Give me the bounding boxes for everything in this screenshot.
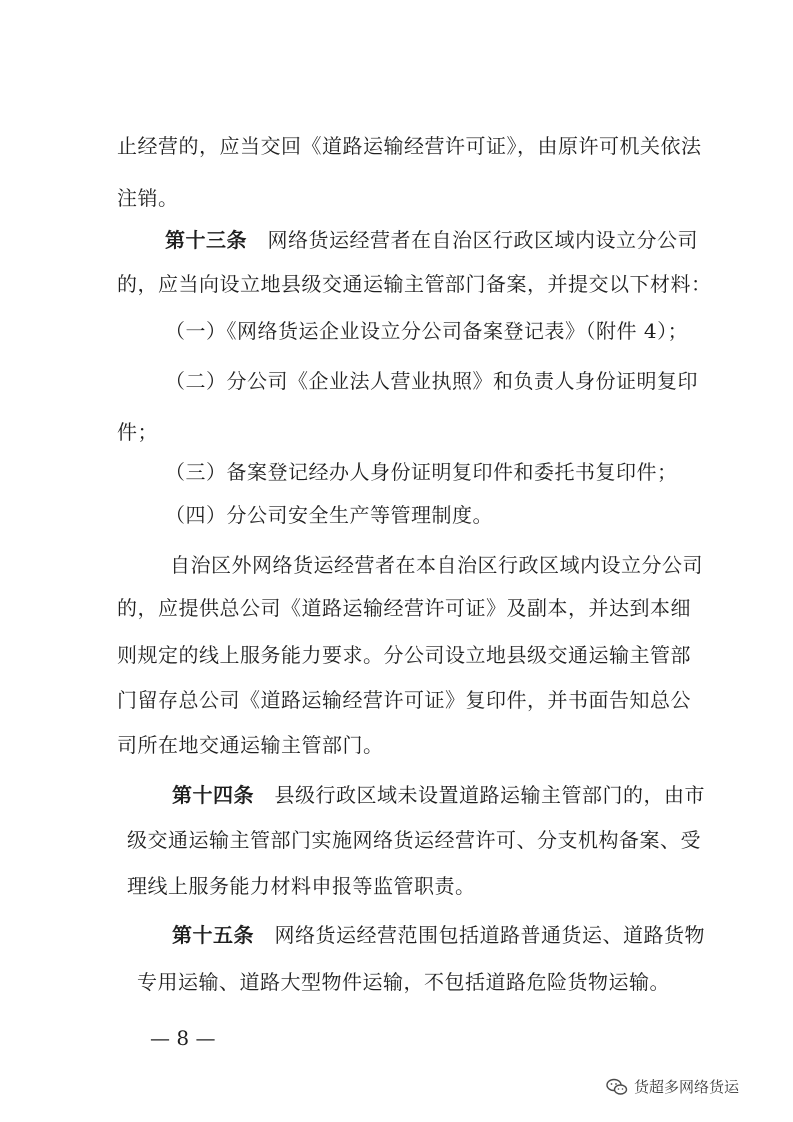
line-text: 专用运输、道路大型物件运输，不包括道路危险货物运输。 (137, 970, 670, 994)
article-paragraph-line (172, 783, 705, 807)
line-text: 止经营的，应当交回《道路运输经营许可证》，由原许可机关依法 (117, 134, 702, 158)
article-number: 第十四条 (172, 783, 254, 807)
line-text: （二）分公司《企业法人营业执照》和负责人身份证明复印 (165, 369, 698, 393)
line-text: （四）分公司安全生产等管理制度。 (165, 503, 493, 527)
line-text: 的，应提供总公司《道路运输经营许可证》及副本，并达到本细 (117, 596, 691, 620)
paragraph-line (165, 369, 698, 393)
paragraph-line (117, 688, 691, 712)
paragraph-line (170, 553, 703, 577)
paragraph-line (127, 874, 476, 898)
article-number: 第十五条 (172, 923, 254, 947)
line-text: （三）备案登记经办人身份证明复印件和委托书复印件； (165, 460, 678, 484)
article-gap (247, 228, 268, 252)
article-gap (254, 923, 275, 947)
page-number: — 8 — (150, 1026, 216, 1050)
watermark-text: 货超多网络货运 (634, 1078, 740, 1096)
line-text: 网络货运经营范围包括道路普通货运、道路货物 (274, 923, 705, 947)
paragraph-line (117, 643, 691, 667)
line-text: 的，应当向设立地县级交通运输主管部门备案，并提交以下材料： (117, 272, 712, 296)
paragraph-line (117, 134, 702, 158)
article-paragraph-line (165, 228, 698, 252)
line-text: 理线上服务能力材料申报等监管职责。 (127, 874, 476, 898)
paragraph-line (127, 828, 701, 852)
paragraph-line (117, 272, 712, 296)
wechat-icon (606, 1078, 628, 1096)
line-text: 级交通运输主管部门实施网络货运经营许可、分支机构备案、受 (127, 828, 701, 852)
line-text: （一）《网络货运企业设立分公司备案登记表》（附件 4）； (165, 319, 689, 343)
line-text: 件； (117, 420, 158, 444)
paragraph-line (117, 186, 179, 210)
line-text: 注销。 (117, 186, 179, 210)
article-paragraph-line (172, 923, 705, 947)
line-text: 自治区外网络货运经营者在本自治区行政区域内设立分公司 (170, 553, 703, 577)
paragraph-line (137, 970, 670, 994)
line-text: 县级行政区域未设置道路运输主管部门的，由市 (274, 783, 705, 807)
paragraph-line (165, 460, 678, 484)
paragraph-line (165, 503, 493, 527)
paragraph-line (165, 319, 688, 343)
article-number: 第十三条 (165, 228, 247, 252)
paragraph-line (117, 420, 158, 444)
line-text: 门留存总公司《道路运输经营许可证》复印件，并书面告知总公 (117, 688, 691, 712)
paragraph-line (117, 733, 384, 757)
watermark (606, 1076, 739, 1097)
article-gap (254, 783, 275, 807)
paragraph-line (117, 596, 691, 620)
line-text: 司所在地交通运输主管部门。 (117, 733, 384, 757)
line-text: 网络货运经营者在自治区行政区域内设立分公司 (267, 228, 698, 252)
line-text: 则规定的线上服务能力要求。分公司设立地县级交通运输主管部 (117, 643, 691, 667)
